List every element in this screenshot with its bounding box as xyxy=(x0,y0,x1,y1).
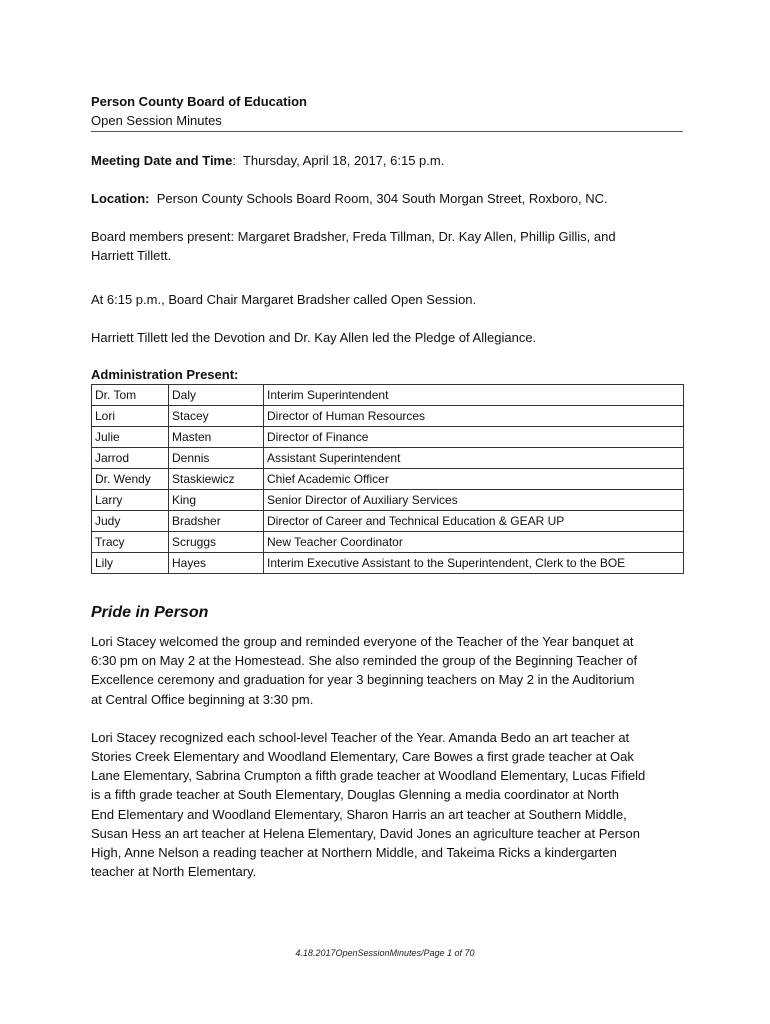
table-row xyxy=(92,448,684,469)
pride-paragraph-1 xyxy=(91,632,683,709)
paragraph-line: Susan Hess an art teacher at Helena Elementary, David Jones an agriculture teacher at Person xyxy=(91,825,640,841)
admin-title: Director of Career and Technical Education & GEAR UP xyxy=(264,511,684,532)
meeting-date-label: Meeting Date and Time xyxy=(91,153,233,168)
pride-paragraph-2 xyxy=(91,728,683,882)
paragraph-line: Stories Creek Elementary and Woodland Elementary, Care Bowes a first grade teacher at Oak xyxy=(91,749,634,765)
paragraph-line: Lori Stacey recognized each school-level Teacher of the Year. Amanda Bedo an art teacher at xyxy=(91,729,630,745)
board-members-present: Board members present: Margaret Bradsher, Freda Tillman, Dr. Kay Allen, Phillip Gillis, and Harriett Tillett. xyxy=(91,229,616,263)
location-label: Location: xyxy=(91,191,150,206)
admin-last-name: Dennis xyxy=(169,448,264,469)
meeting-date-line xyxy=(91,151,683,170)
table-row xyxy=(92,427,684,448)
paragraph-line: Lane Elementary, Sabrina Crumpton a fifth grade teacher at Woodland Elementary, Lucas Fifield xyxy=(91,768,646,784)
admin-last-name: Staskiewicz xyxy=(169,469,264,490)
admin-title: Chief Academic Officer xyxy=(264,469,684,490)
admin-first-name: Dr. Wendy xyxy=(92,469,169,490)
table-row xyxy=(92,406,684,427)
table-row xyxy=(92,553,684,574)
admin-first-name: Julie xyxy=(92,427,169,448)
admin-first-name: Lori xyxy=(92,406,169,427)
document-page xyxy=(91,92,683,881)
paragraph-line: 6:30 pm on May 2 at the Homestead. She also reminded the group of the Beginning Teacher of xyxy=(91,653,638,669)
admin-first-name: Larry xyxy=(92,490,169,511)
page-footer: 4.18.2017OpenSessionMinutes/Page 1 of 70 xyxy=(295,948,475,958)
admin-title: Interim Superintendent xyxy=(264,385,684,406)
admin-title: Director of Human Resources xyxy=(264,406,684,427)
paragraph-line: High, Anne Nelson a reading teacher at Northern Middle, and Takeima Ricks a kindergarten xyxy=(91,845,617,861)
admin-title: Interim Executive Assistant to the Superintendent, Clerk to the BOE xyxy=(264,553,684,574)
pride-in-person-heading: Pride in Person xyxy=(91,604,209,621)
admin-first-name: Tracy xyxy=(92,532,169,553)
admin-title: Assistant Superintendent xyxy=(264,448,684,469)
admin-last-name: King xyxy=(169,490,264,511)
paragraph-line: at Central Office beginning at 3:30 pm. xyxy=(91,691,314,707)
admin-first-name: Judy xyxy=(92,511,169,532)
admin-last-name: Daly xyxy=(169,385,264,406)
admin-title: Senior Director of Auxiliary Services xyxy=(264,490,684,511)
table-row xyxy=(92,511,684,532)
devotion-pledge: Harriett Tillett led the Devotion and Dr. Kay Allen led the Pledge of Allegiance. xyxy=(91,330,537,345)
table-row xyxy=(92,532,684,553)
paragraph-line: End Elementary and Woodland Elementary, Sharon Harris an art teacher at Southern Middle, xyxy=(91,806,627,822)
paragraph-line: Excellence ceremony and graduation for year 3 beginning teachers on May 2 in the Auditorium xyxy=(91,672,635,688)
location-value: Person County Schools Board Room, 304 South Morgan Street, Roxboro, NC. xyxy=(149,191,608,206)
paragraph-line: is a fifth grade teacher at South Elementary, Douglas Glenning a media coordinator at North xyxy=(91,787,619,803)
admin-title: New Teacher Coordinator xyxy=(264,532,684,553)
admin-last-name: Masten xyxy=(169,427,264,448)
administration-table xyxy=(91,384,684,574)
admin-first-name: Dr. Tom xyxy=(92,385,169,406)
session-called: At 6:15 p.m., Board Chair Margaret Bradsher called Open Session. xyxy=(91,292,477,307)
table-row xyxy=(92,385,684,406)
admin-first-name: Jarrod xyxy=(92,448,169,469)
administration-heading: Administration Present: xyxy=(91,367,239,382)
table-row xyxy=(92,469,684,490)
table-row xyxy=(92,490,684,511)
admin-title: Director of Finance xyxy=(264,427,684,448)
location-line xyxy=(91,189,683,208)
paragraph-line: teacher at North Elementary. xyxy=(91,864,257,880)
meeting-date-value: : Thursday, April 18, 2017, 6:15 p.m. xyxy=(232,153,445,168)
admin-first-name: Lily xyxy=(92,553,169,574)
admin-last-name: Stacey xyxy=(169,406,264,427)
paragraph-line: Lori Stacey welcomed the group and reminded everyone of the Teacher of the Year banquet at xyxy=(91,634,634,649)
admin-last-name: Bradsher xyxy=(169,511,264,532)
document-subtitle: Open Session Minutes xyxy=(91,111,683,132)
admin-last-name: Scruggs xyxy=(169,532,264,553)
org-title: Person County Board of Education xyxy=(91,94,307,109)
admin-last-name: Hayes xyxy=(169,553,264,574)
